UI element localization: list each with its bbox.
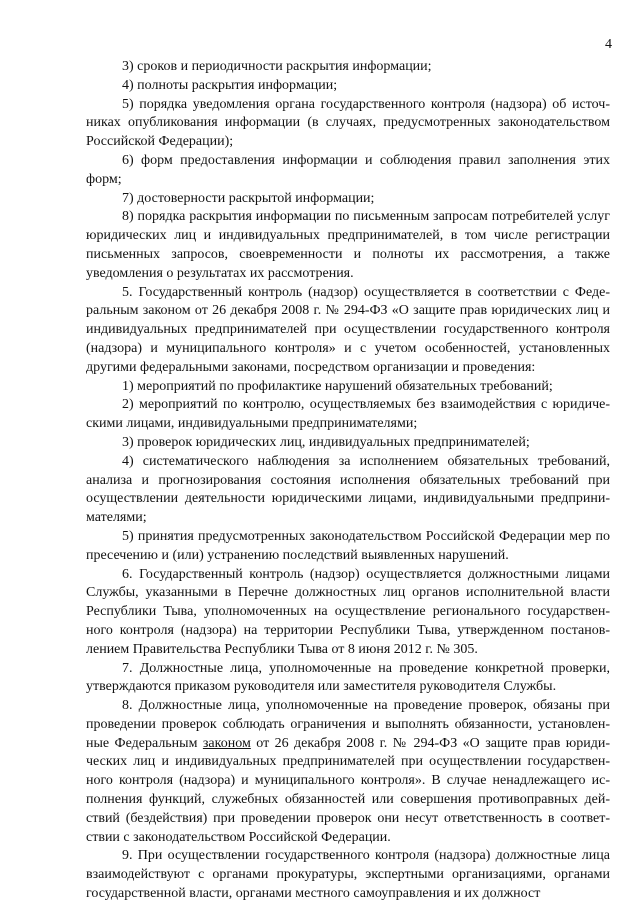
paragraph-item-7: 7) достоверности раскрытой информации; xyxy=(122,190,375,206)
section-5-item-5: 5) принятия предусмотренных законодательством Российской Федерации мер по пресечению и (или) устранению последствий выявленных нарушений. xyxy=(86,528,610,563)
section-5-paragraph: 5. Государственный контроль (надзор) осуществляется в соответствии с Федеральным законом от 26 декабря 2008 г. № 294-ФЗ «О защите прав юридических лиц и индивидуальных предпринимателей при осуществлении государственного контроля (надзора) и муниципального контроля» и с учетом особенностей, установленных другими федеральными законами, посредством организации и проведения: xyxy=(86,284,610,375)
section-5-item-1: 1) мероприятий по профилактике нарушений обязательных требований; xyxy=(122,378,553,394)
section-8-text-before: 8. Должностные лица, уполномоченные на проведение проверок, обязаны при проведении проверок соблюдать ограничения и выполнять обязанности, установленные Федеральным xyxy=(86,698,610,751)
section-5-item-4: 4) систематического наблюдения за исполнением обязательных требований, анализа и прогнозирования состояния исполнения обязательных требований при осуществлении деятельности юридическими лицами, индивидуальными предпринимателями; xyxy=(86,453,610,526)
page-number: 4 xyxy=(605,37,612,52)
section-8-paragraph xyxy=(86,697,610,847)
paragraph-item-6: 6) форм предоставления информации и соблюдения правил заполнения этих форм; xyxy=(86,152,610,187)
section-5-item-3: 3) проверок юридических лиц, индивидуальных предпринимателей; xyxy=(122,434,530,450)
section-5-item-2: 2) мероприятий по контролю, осуществляемых без взаимодействия с юридическими лицами, индивидуальными предпринимателями; xyxy=(86,397,610,432)
section-9-paragraph: 9. При осуществлении государственного контроля (надзора) должностные лица взаимодействуют с органами прокуратуры, экспертными организациями, органами государственной власти, органами местного самоуправления и их должност xyxy=(86,848,610,902)
federal-law-link[interactable]: законом xyxy=(202,735,251,751)
paragraph-item-5: 5) порядка уведомления органа государственного контроля (надзора) об источниках опубликования информации (в случаях, предусмотренных законодательством Российской Федерации); xyxy=(86,96,610,150)
section-8-text-after: от 26 декабря 2008 г. № 294-ФЗ «О защите прав юридических лиц и индивидуальных предпринимателей при осуществлении государственного контроля (надзора) и муниципального контроля». В случае ненадлежащего исполнения функций, служебных обязанностей или совершения противоправных действий (бездействия) при проведении проверок они несут ответственность в соответствии с законодательством Российской Федерации. xyxy=(86,735,610,845)
section-7-paragraph: 7. Должностные лица, уполномоченные на проведение конкретной проверки, утверждаются приказом руководителя или заместителя руководителя Службы. xyxy=(86,660,610,695)
paragraph-item-8: 8) порядка раскрытия информации по письменным запросам потребителей услуг юридических лиц и индивидуальных предпринимателей, в том числе регистрации письменных запросов, своевременности и полноты их рассмотрения, а также уведомления о результатах их рассмотрения. xyxy=(86,209,610,281)
paragraph-item-3: 3) сроков и периодичности раскрытия информации; xyxy=(122,59,432,74)
document-body xyxy=(86,58,610,904)
section-6-paragraph: 6. Государственный контроль (надзор) осуществляется должностными лицами Службы, указанными в Перечне должностных лиц органов исполнительной власти Республики Тыва, уполномоченных на осуществление регионального государственного контроля (надзора) на территории Республики Тыва, утвержденном постановлением Правительства Республики Тыва от 8 июня 2012 г. № 305. xyxy=(86,566,610,657)
paragraph-item-4: 4) полноты раскрытия информации; xyxy=(122,77,338,93)
